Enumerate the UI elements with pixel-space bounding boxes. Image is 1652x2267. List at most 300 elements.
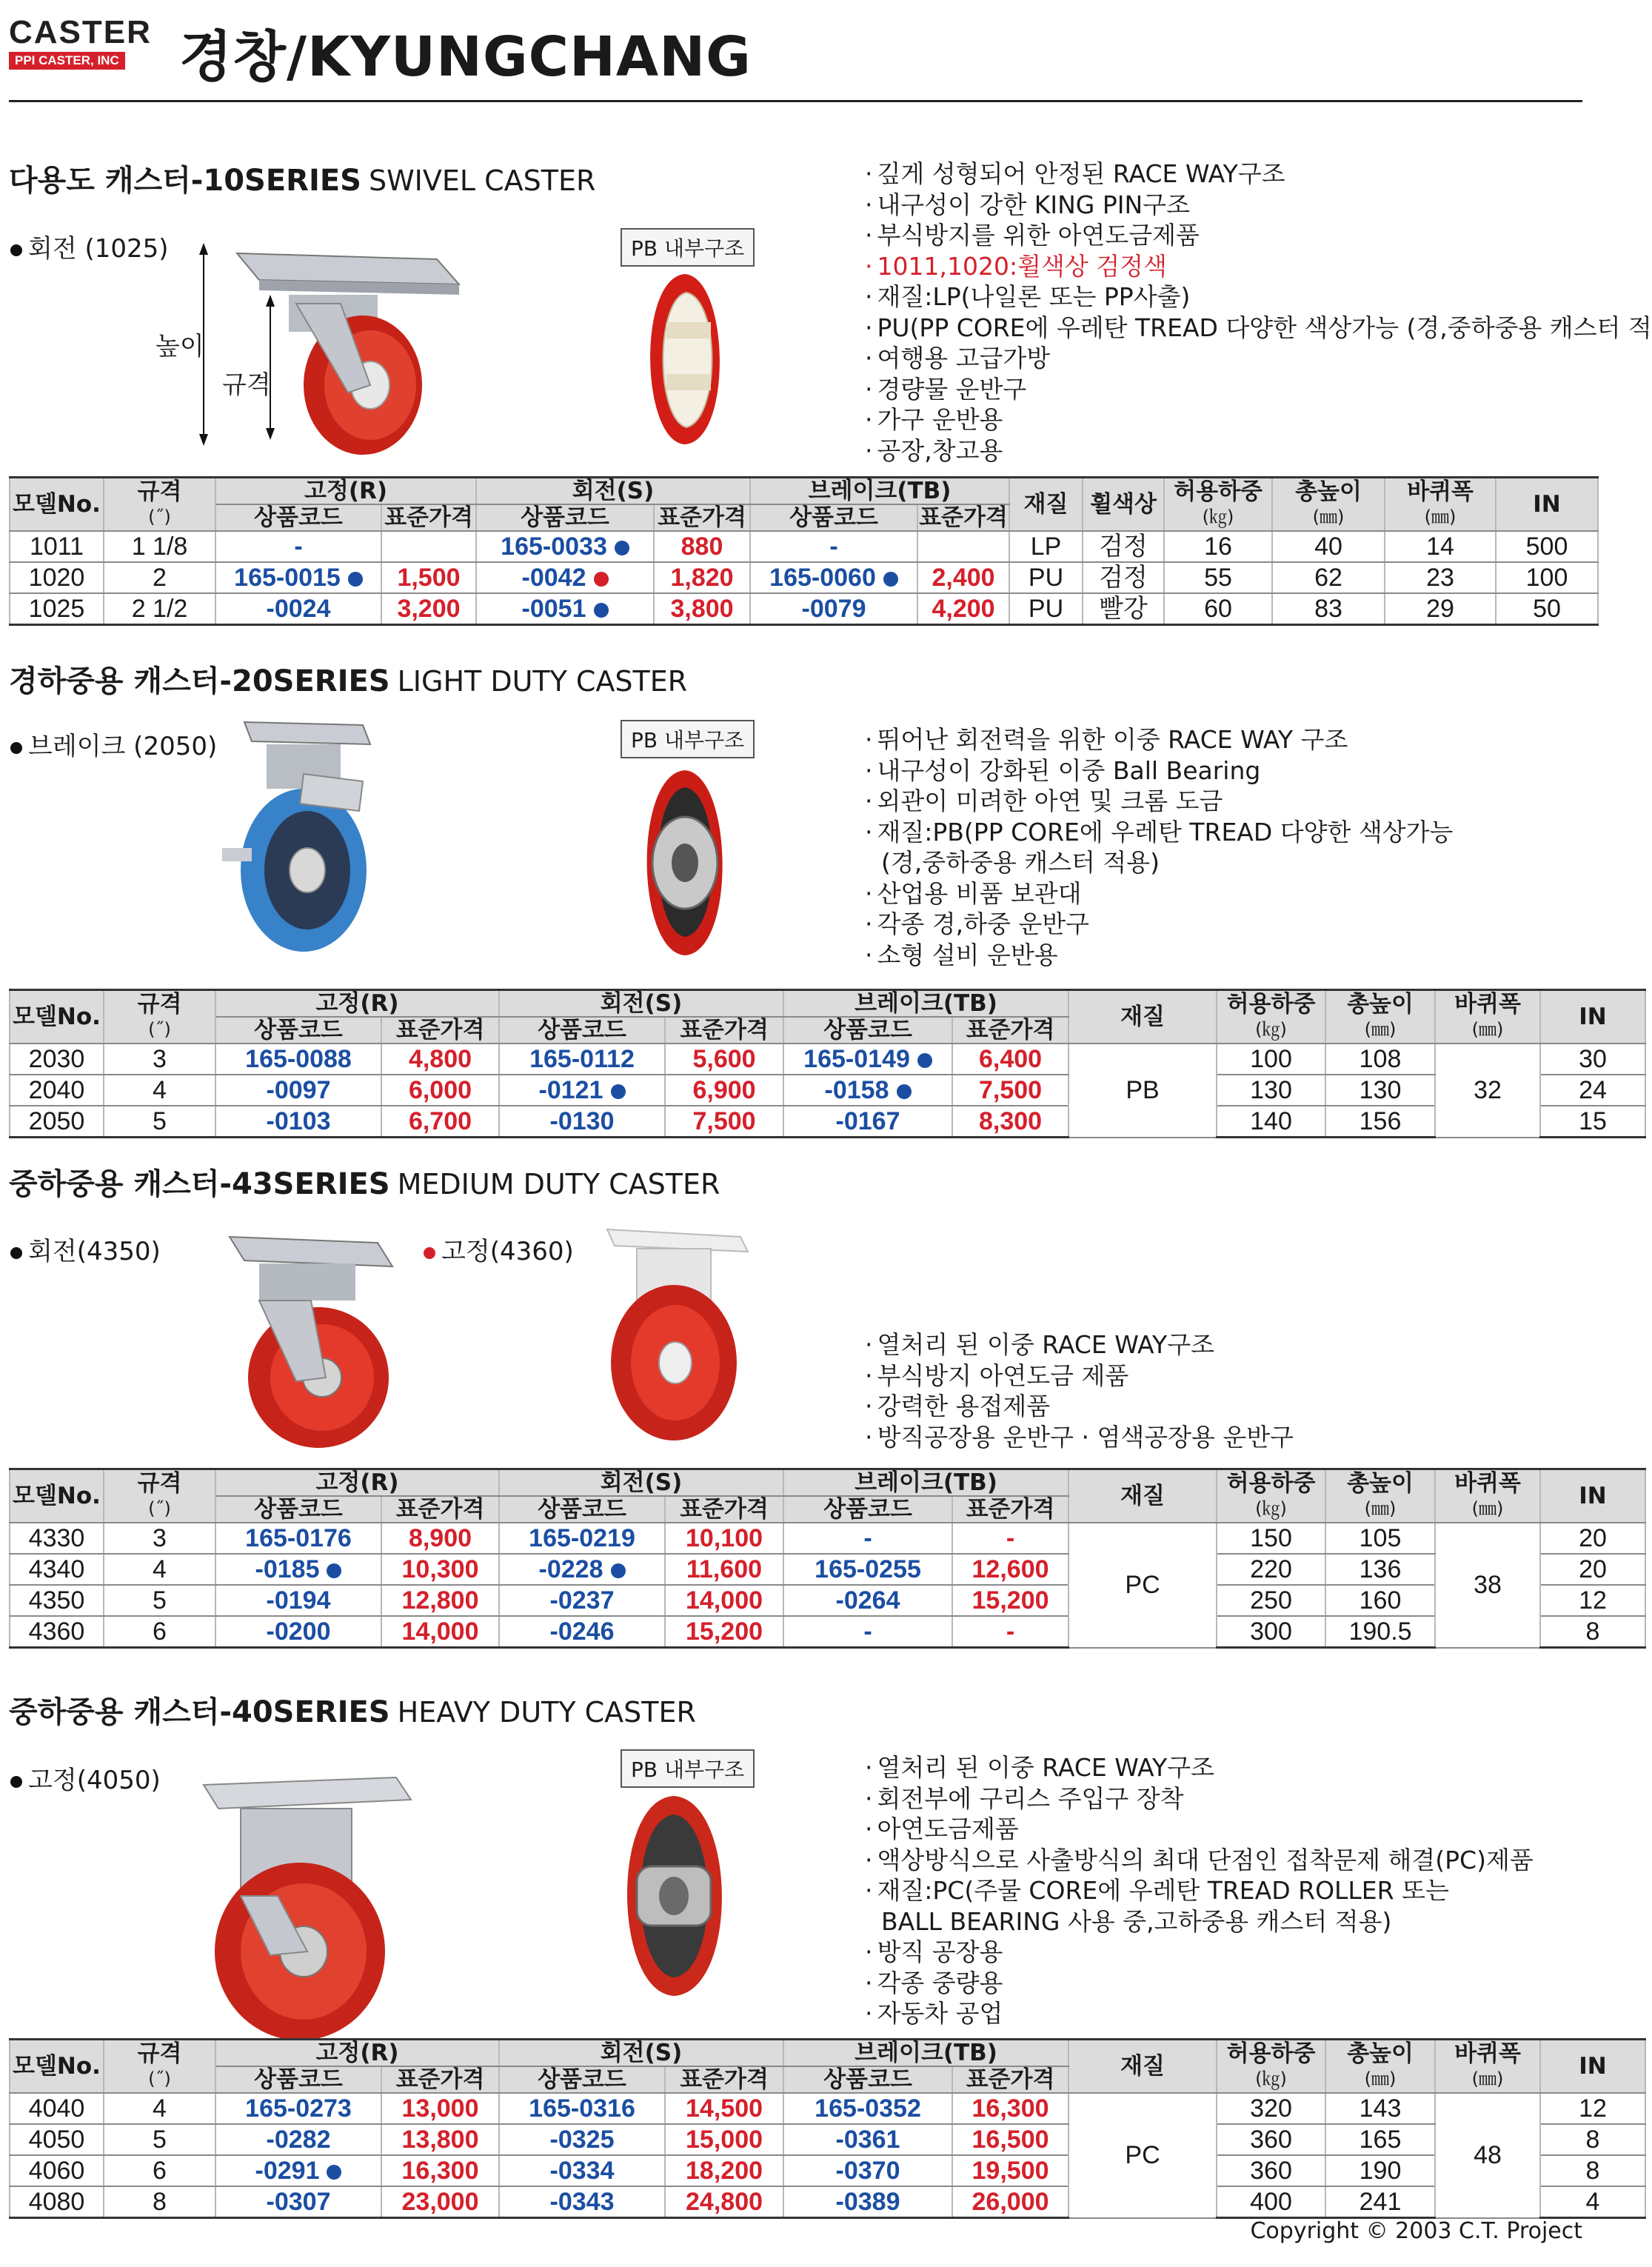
col-model: 모델No. [10,2040,104,2094]
table-row [10,1044,1645,1075]
col-fixed: 고정(R) [215,1469,499,1497]
cell-material: PU [1009,593,1083,625]
cell-price: 23,000 [381,2186,499,2218]
col-price: 표준가격 [381,2066,499,2093]
cell-code: - [783,1523,952,1554]
pb-structure-tag: PB 내부구조 [621,1749,755,1788]
code-text: -0121 [538,1076,603,1104]
cell-code [783,1075,952,1106]
cell-in: 4 [1540,2186,1645,2218]
feature-item: · 내구성이 강한 KING PIN구조 [865,190,1652,221]
cell-code: -0130 [499,1106,665,1138]
header-divider [9,100,1582,102]
col-price: 표준가격 [917,504,1009,531]
model-label-2050 [10,726,217,762]
col-brake: 브레이크(TB) [783,990,1069,1018]
cell-load: 150 [1217,1523,1325,1554]
col-price: 표준가격 [381,1017,499,1044]
feature-item: · 가구 운반용 [865,404,1652,435]
cell-model: 4040 [10,2093,104,2124]
brake-caster-image [215,715,378,959]
cell-code [750,562,917,593]
cell-code: - [750,531,917,562]
cell-code: -0024 [215,593,381,625]
cell-model: 2050 [10,1106,104,1138]
cell-model: 1020 [10,562,104,593]
col-fixed: 고정(R) [215,990,499,1018]
col-price: 표준가격 [665,1017,783,1044]
col-load [1164,478,1272,532]
col-code: 상품코드 [215,504,381,531]
cell-height: 190.5 [1325,1616,1435,1648]
col-swivel: 회전(S) [499,2040,783,2067]
cell-code [476,593,654,625]
spec-table-40 [9,2038,1646,2219]
cell-size: 6 [104,1616,215,1648]
col-load-label: 허용하중 [1226,1470,1316,1497]
cell-load: 130 [1217,1075,1325,1106]
cell-code [215,2155,381,2186]
col-size-label: 규격 [137,991,182,1018]
section-title-en: HEAVY DUTY CASTER [397,1696,696,1729]
cell-in: 50 [1496,593,1598,625]
table-row [10,1585,1645,1616]
cell-code: -0389 [783,2186,952,2218]
bullet-icon [10,244,22,256]
feature-item: · 소형 설비 운반용 [865,940,1453,971]
cell-code [499,1554,665,1585]
cell-in: 12 [1540,2093,1645,2124]
col-price: 표준가격 [952,2066,1069,2093]
col-material: 재질 [1069,1469,1217,1523]
col-load [1217,990,1325,1044]
col-width [1435,990,1540,1044]
code-text: 165-0033 [501,532,607,561]
table-row [10,1106,1645,1138]
cell-material: PC [1069,1523,1217,1648]
feature-item: · 방직 공장용 [865,1937,1534,1968]
cell-load: 55 [1164,562,1272,593]
col-width-unit: (㎜) [1471,1498,1504,1519]
cell-model: 2040 [10,1075,104,1106]
cell-code: 165-0255 [783,1554,952,1585]
cell-size: 3 [104,1044,215,1075]
cell-price: 15,000 [665,2124,783,2155]
col-size-label: 규격 [137,2040,182,2067]
cell-code: -0167 [783,1106,952,1138]
cell-price: 2,400 [917,562,1009,593]
col-brake: 브레이크(TB) [783,2040,1069,2067]
cell-price: 15,200 [665,1616,783,1648]
cell-code: 165-0352 [783,2093,952,2124]
cell-price: 7,500 [665,1106,783,1138]
cell-code [215,1554,381,1585]
model-label-text: 회전(4350) [28,1237,161,1266]
cell-price: 24,800 [665,2186,783,2218]
col-width [1435,1469,1540,1523]
cell-load: 100 [1217,1044,1325,1075]
cell-code: 165-0088 [215,1044,381,1075]
model-label-text: 회전 (1025) [28,234,169,264]
feature-item: · 여행용 고급가방 [865,343,1652,374]
col-price: 표준가격 [665,1496,783,1523]
cell-code: -0079 [750,593,917,625]
feature-item: · 1011,1020:휠색상 검정색 [865,251,1652,282]
cell-in: 24 [1540,1075,1645,1106]
cell-size: 5 [104,2124,215,2155]
cell-price: 16,300 [952,2093,1069,2124]
cell-load: 360 [1217,2155,1325,2186]
col-height-label: 총높이 [1347,2040,1414,2067]
col-in: IN [1540,1469,1645,1523]
code-text: -0185 [255,1555,320,1583]
col-width-label: 바퀴폭 [1454,1470,1521,1497]
cell-size: 4 [104,2093,215,2124]
feature-item: · 액상방식으로 사출방식의 최대 단점인 접착문제 해결(PC)제품 [865,1845,1534,1876]
section-title-ko: 다용도 캐스터-10SERIES [9,164,361,198]
col-width-unit: (㎜) [1471,2069,1504,2089]
blue-dot-icon [327,1563,341,1578]
cell-model: 4350 [10,1585,104,1616]
cell-model: 4340 [10,1554,104,1585]
cell-width: 29 [1385,593,1496,625]
col-code: 상품코드 [783,1017,952,1044]
col-load [1217,2040,1325,2094]
col-size [104,1469,215,1523]
section-title-ko: 중하중용 캐스터-43SERIES [9,1167,390,1201]
cell-load: 60 [1164,593,1272,625]
feature-item: · 아연도금제품 [865,1814,1534,1845]
blue-dot-icon [917,1053,932,1068]
cell-height: 40 [1272,531,1385,562]
blue-dot-icon [594,603,609,618]
cell-price: 6,400 [952,1044,1069,1075]
col-load-unit: (㎏) [1255,1498,1287,1519]
cell-price: 19,500 [952,2155,1069,2186]
cell-height: 190 [1325,2155,1435,2186]
model-label-text: 고정(4360) [441,1237,574,1266]
col-height-label: 총높이 [1295,478,1362,505]
table-row [10,2186,1645,2218]
cell-load: 250 [1217,1585,1325,1616]
cell-material: PU [1009,562,1083,593]
col-code: 상품코드 [499,1496,665,1523]
cell-price: 14,000 [381,1616,499,1648]
cell-load: 16 [1164,531,1272,562]
cell-model: 4360 [10,1616,104,1648]
col-size [104,990,215,1044]
col-height-label: 총높이 [1347,991,1414,1018]
swivel-caster-image-4350 [215,1229,407,1452]
col-code: 상품코드 [499,1017,665,1044]
cell-price: 16,500 [952,2124,1069,2155]
cell-size: 2 [104,562,215,593]
table-row [10,2155,1645,2186]
code-text: 165-0149 [803,1045,910,1073]
blue-dot-icon [883,572,898,587]
section-title-en: MEDIUM DUTY CASTER [397,1168,720,1201]
feature-item: (경,중하중용 캐스터 적용) [881,848,1160,877]
cell-price: 4,200 [917,593,1009,625]
feature-item: · 열처리 된 이중 RACE WAY구조 [865,1752,1534,1783]
cell-width: 32 [1435,1044,1540,1138]
col-size-unit: (˝) [148,2069,171,2089]
cell-width: 23 [1385,562,1496,593]
bullet-icon [10,1776,22,1788]
cell-material: PC [1069,2093,1217,2218]
col-height-unit: (㎜) [1364,2069,1397,2089]
col-size-label: 규격 [137,1470,182,1497]
cell-price: 5,600 [665,1044,783,1075]
section-title-20 [9,658,687,700]
cell-code: 165-0316 [499,2093,665,2124]
col-height-label: 총높이 [1347,1470,1414,1497]
cell-model: 4080 [10,2186,104,2218]
cell-color: 검정 [1083,562,1164,593]
model-label-4360 [424,1231,574,1267]
cell-color: 빨강 [1083,593,1164,625]
section-title-10 [9,157,595,199]
col-load-label: 허용하중 [1226,2040,1316,2067]
dimension-height-label: 높이 [155,332,204,361]
col-in: IN [1540,990,1645,1044]
cell-load: 320 [1217,2093,1325,2124]
features-list-10 [865,158,1652,466]
cell-price [381,531,476,562]
cell-code: -0246 [499,1616,665,1648]
spec-table-10 [9,476,1599,626]
cell-price: 11,600 [665,1554,783,1585]
cell-code: -0103 [215,1106,381,1138]
cell-price: 10,100 [665,1523,783,1554]
code-text: -0042 [521,564,586,592]
cell-height: 143 [1325,2093,1435,2124]
cell-size: 3 [104,1523,215,1554]
col-load-unit: (㎏) [1255,2069,1287,2089]
cell-in: 20 [1540,1554,1645,1585]
section-title-40 [9,1689,696,1731]
code-text: -0158 [824,1076,889,1104]
col-load-unit: (㎏) [1255,1019,1287,1040]
cell-price: 1,500 [381,562,476,593]
cell-price: 8,300 [952,1106,1069,1138]
model-label-text: 브레이크 (2050) [28,732,218,761]
feature-item: · 산업용 비품 보관대 [865,878,1453,909]
feature-item: · 내구성이 강화된 이중 Ball Bearing [865,755,1453,787]
col-code: 상품코드 [215,1017,381,1044]
pb-cross-section-image [607,1792,740,2000]
cell-price: - [952,1523,1069,1554]
logo-text: CASTER [9,14,152,50]
cell-price: 14,500 [665,2093,783,2124]
col-width-unit: (㎜) [1471,1019,1504,1040]
cell-price: 10,300 [381,1554,499,1585]
cell-load: 220 [1217,1554,1325,1585]
copyright-text: Copyright © 2003 C.T. Project [1250,2218,1582,2244]
col-width-label: 바퀴폭 [1454,991,1521,1018]
col-load [1217,1469,1325,1523]
cell-size: 6 [104,2155,215,2186]
cell-in: 30 [1540,1044,1645,1075]
code-text: -0291 [255,2157,320,2185]
cell-code: -0325 [499,2124,665,2155]
col-price: 표준가격 [665,2066,783,2093]
cell-in: 20 [1540,1523,1645,1554]
features-list-43 [865,1329,1294,1452]
cell-load: 140 [1217,1106,1325,1138]
col-size [104,2040,215,2094]
col-material: 재질 [1069,2040,1217,2094]
col-price: 표준가격 [952,1017,1069,1044]
cell-model: 4330 [10,1523,104,1554]
feature-item: · 부식방지 아연도금 제품 [865,1360,1294,1392]
table-row [10,1616,1645,1648]
table-row [10,1554,1645,1585]
cell-load: 300 [1217,1616,1325,1648]
cell-code [215,562,381,593]
cell-height: 62 [1272,562,1385,593]
cell-in: 500 [1496,531,1598,562]
cell-code: -0264 [783,1585,952,1616]
bullet-icon [10,1247,22,1259]
col-height-unit: (㎜) [1364,1498,1397,1519]
section-title-43 [9,1161,720,1203]
features-list-40 [865,1752,1534,2029]
feature-item: · 외관이 미려한 아연 및 크롬 도금 [865,786,1453,817]
col-material: 재질 [1069,990,1217,1044]
blue-dot-icon [611,1084,626,1099]
cell-code: -0282 [215,2124,381,2155]
col-material: 재질 [1009,478,1083,532]
spec-table-43 [9,1468,1646,1649]
col-height [1325,990,1435,1044]
code-text: -0051 [521,595,586,623]
cell-height: 105 [1325,1523,1435,1554]
col-width-label: 바퀴폭 [1454,2040,1521,2067]
cell-code: 165-0273 [215,2093,381,2124]
model-label-1025 [10,228,169,264]
cell-load: 360 [1217,2124,1325,2155]
table-row [10,593,1598,625]
cell-code: -0370 [783,2155,952,2186]
cell-price: 4,800 [381,1044,499,1075]
section-title-ko: 경하중용 캐스터-20SERIES [9,664,390,698]
cell-code: -0097 [215,1075,381,1106]
col-fixed: 고정(R) [215,478,476,505]
cell-material: PB [1069,1044,1217,1138]
fixed-caster-image-4050 [196,1770,418,2044]
cell-code [476,562,654,593]
cell-model: 4060 [10,2155,104,2186]
cell-size: 8 [104,2186,215,2218]
feature-item: BALL BEARING 사용 중,고하중용 캐스터 적용) [881,1906,1392,1936]
pb-cross-section-image [633,270,737,448]
cell-in: 15 [1540,1106,1645,1138]
cell-code [783,1044,952,1075]
section-title-ko: 중하중용 캐스터-40SERIES [9,1695,390,1729]
feature-item: · 강력한 용접제품 [865,1391,1294,1422]
feature-item: · 재질:LP(나일론 또는 PP사출) [865,281,1652,313]
col-size-unit: (˝) [148,507,171,527]
cell-load: 400 [1217,2186,1325,2218]
cell-height: 165 [1325,2124,1435,2155]
model-label-4350 [10,1231,161,1267]
col-code: 상품코드 [215,2066,381,2093]
feature-item: · 부식방지를 위한 아연도금제품 [865,220,1652,251]
col-fixed: 고정(R) [215,2040,499,2067]
col-height-unit: (㎜) [1364,1019,1397,1040]
col-width-label: 바퀴폭 [1407,478,1474,505]
cell-code [499,1075,665,1106]
cell-price: 13,800 [381,2124,499,2155]
cell-height: 160 [1325,1585,1435,1616]
col-width-unit: (㎜) [1424,507,1457,527]
code-text: 165-0060 [769,564,876,592]
cell-price: 1,820 [654,562,750,593]
cell-in: 100 [1496,562,1598,593]
col-color: 휠색상 [1083,478,1164,532]
table-row [10,562,1598,593]
cell-price: 13,000 [381,2093,499,2124]
model-label-text: 고정(4050) [28,1766,161,1795]
cell-price: 880 [654,531,750,562]
cell-model: 4050 [10,2124,104,2155]
col-code: 상품코드 [499,2066,665,2093]
col-height [1325,1469,1435,1523]
col-price: 표준가격 [381,504,476,531]
blue-dot-icon [897,1084,912,1099]
cell-code: -0200 [215,1616,381,1648]
cell-code: 165-0219 [499,1523,665,1554]
feature-item: · PU(PP CORE에 우레탄 TREAD 다양한 색상가능 (경,중하중용 캐스터 적 [865,313,1652,344]
cell-price: - [952,1616,1069,1648]
col-height [1325,2040,1435,2094]
feature-item: · 깊게 성형되어 안정된 RACE WAY구조 [865,158,1652,190]
cell-price: 18,200 [665,2155,783,2186]
feature-item: · 자동차 공업 [865,1998,1534,2029]
code-text: -0228 [538,1555,603,1583]
spec-table-20 [9,989,1646,1138]
col-brake: 브레이크(TB) [750,478,1009,505]
cell-model: 1011 [10,531,104,562]
cell-price: 26,000 [952,2186,1069,2218]
feature-item: · 재질:PC(주물 CORE에 우레탄 TREAD ROLLER 또는 [865,1875,1534,1906]
cell-in: 12 [1540,1585,1645,1616]
feature-item: · 회전부에 구리스 주입구 장착 [865,1783,1534,1814]
cell-height: 241 [1325,2186,1435,2218]
cell-height: 83 [1272,593,1385,625]
brand-title: 경창/KYUNGCHANG [179,25,752,89]
cell-model: 1025 [10,593,104,625]
col-swivel: 회전(S) [499,1469,783,1497]
cell-height: 156 [1325,1106,1435,1138]
col-load-label: 허용하중 [1226,991,1316,1018]
col-size-unit: (˝) [148,1019,171,1040]
col-size-unit: (˝) [148,1498,171,1519]
table-row [10,2124,1645,2155]
feature-item: · 경량물 운반구 [865,374,1652,405]
cell-code: -0334 [499,2155,665,2186]
cell-size: 4 [104,1075,215,1106]
red-dot-icon [594,572,609,587]
table-row [10,2093,1645,2124]
cell-width: 48 [1435,2093,1540,2218]
col-width [1385,478,1496,532]
feature-item: · 각종 중량용 [865,1968,1534,1999]
cell-code: -0361 [783,2124,952,2155]
cell-price: 6,700 [381,1106,499,1138]
cell-code: -0343 [499,2186,665,2218]
